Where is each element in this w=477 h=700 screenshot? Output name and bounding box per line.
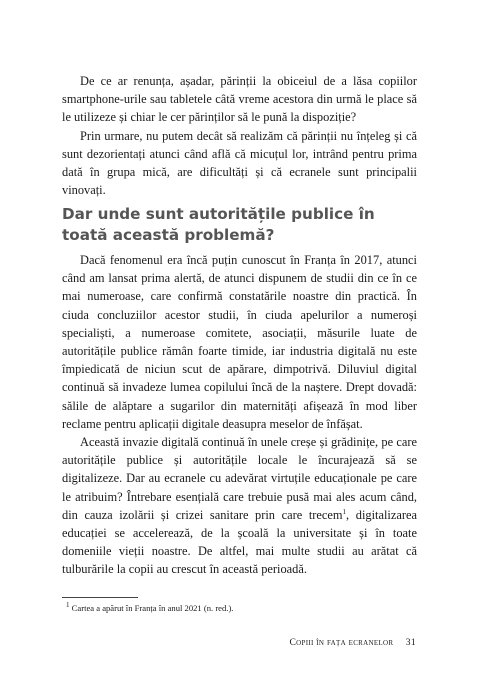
page-footer — [289, 637, 416, 648]
footnote-marker: 1 — [66, 601, 70, 610]
section-heading: Dar unde sunt autoritățile publice în toată această problemă? — [62, 205, 375, 244]
running-title: Copiii în fața ecranelor — [289, 637, 394, 648]
body-text-top — [62, 72, 417, 199]
footnote-reference: 1 — [342, 507, 347, 516]
footnote-divider — [62, 597, 138, 598]
footnote-text: Cartea a apărut în Franța în anul 2021 (n. red.). — [71, 603, 234, 613]
paragraph-4 — [62, 433, 417, 579]
paragraph-1: De ce ar renunța, așadar, părinții la obiceiul de a lăsa copiilor smartphone-urile sau tabletele câtă vreme acestora din urmă le place să le utilizeze și chiar le cer părinților să le pună la dispoziție? — [62, 74, 417, 125]
paragraph-4-part-2: , digitalizarea educației se accelerează, de la școală la universitate și în toate domeniile vieții noastre. De altfel, mai multe studii au arătat că tulburările la copii au crescut în această perioadă. — [62, 507, 417, 577]
body-text-bottom — [62, 251, 417, 579]
paragraph-4-part-1: Această invazie digitală continuă în unele creșe și grădinițe, pe care autoritățile publice și autoritățile locale le încurajează să se digitalizeze. Dar au ecranele cu adevărat virtuțile educaționale pe care le atribuim? Întrebare esențială care trebuie pusă mai ales acum când, din cauza izolării și crizei sanitare prin care trecem — [62, 435, 417, 522]
paragraph-3: Dacă fenomenul era încă puțin cunoscut în Franța în 2017, atunci când am lansat prima alertă, de atunci dispunem de studii din ce în ce mai numeroase, care confirmă constatările noastre din practică. În ciuda concluziilor acestor studii, în ciuda apelurilor a numeroși specialiști, a numeroase comitete, asociații, măsurile luate de autoritățile publice rămân foarte timide, iar industria digitală nu este împiedicată de niciun scut de apărare, dimpotrivă. Diluviul digital continuă să invadeze lumea copilului încă de la naștere. Drept dovadă: sălile de alăptare a sugarilor din maternități afișează în mod liber reclame pentru aplicații digitale deasupra meselor de înfășat. — [62, 253, 417, 431]
footnote — [66, 603, 406, 614]
page-number: 31 — [405, 637, 416, 648]
paragraph-2: Prin urmare, nu putem decât să realizăm că părinții nu înțeleg și că sunt dezorientați atunci când află că micuțul lor, intrând pentru prima dată în grupa mică, are dificultăți și că ecranele sunt principalii vinovați. — [62, 128, 417, 198]
